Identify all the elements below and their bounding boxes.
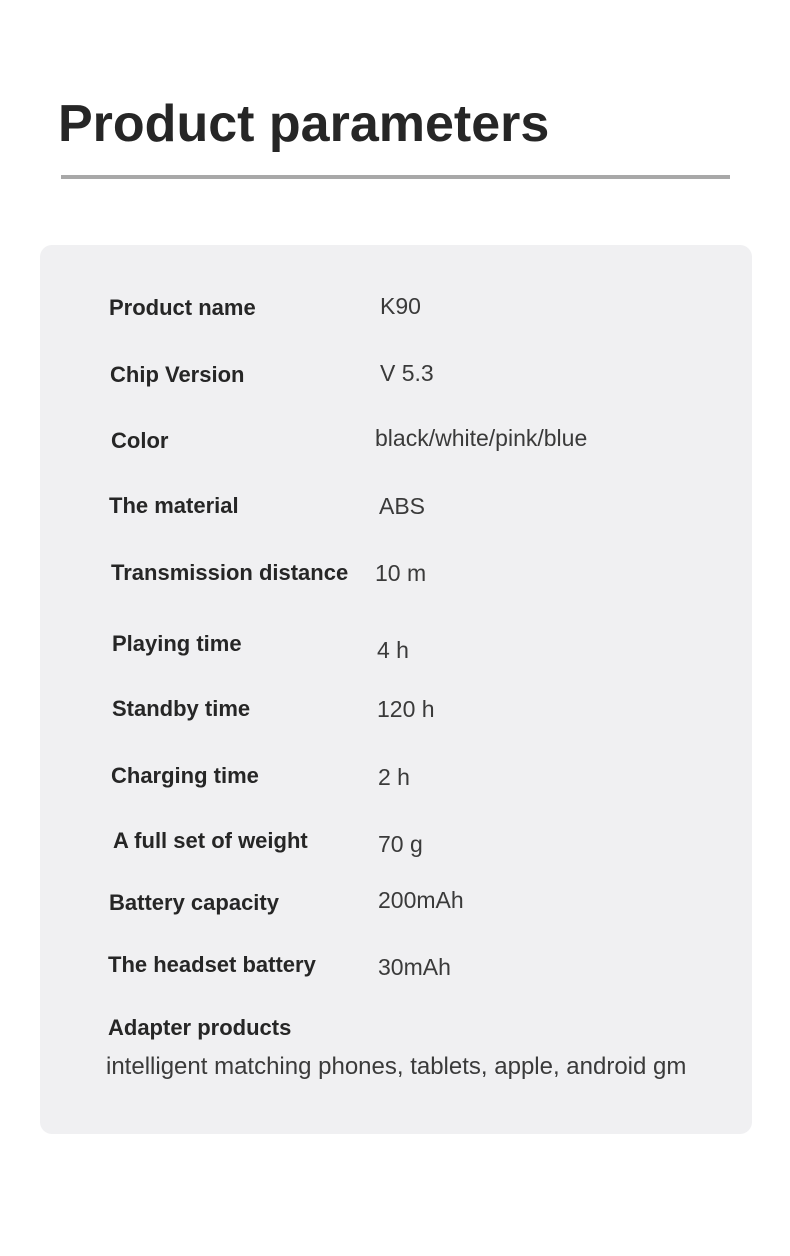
param-label-playing-time: Playing time: [112, 631, 242, 656]
param-value-material: ABS: [379, 493, 426, 519]
param-label-transmission-distance: Transmission distance: [111, 560, 349, 585]
param-label-charging-time: Charging time: [111, 763, 259, 788]
param-label-material: The material: [109, 493, 239, 518]
param-value-adapter-products: intelligent matching phones, tablets, apple, android gm: [106, 1053, 687, 1080]
param-label-product-name: Product name: [109, 295, 256, 320]
param-label-standby-time: Standby time: [112, 696, 251, 721]
param-value-color: black/white/pink/blue: [375, 425, 588, 451]
param-label-full-set-weight: A full set of weight: [113, 828, 308, 853]
param-value-full-set-weight: 70 g: [378, 831, 423, 857]
param-value-transmission-distance: 10 m: [375, 560, 427, 586]
param-value-battery-capacity: 200mAh: [378, 887, 464, 913]
param-label-battery-capacity: Battery capacity: [109, 890, 279, 915]
param-value-headset-battery: 30mAh: [378, 954, 451, 980]
param-label-chip-version: Chip Version: [110, 362, 245, 387]
title-divider: [61, 175, 730, 179]
param-label-adapter-products: Adapter products: [108, 1015, 292, 1040]
param-value-charging-time: 2 h: [378, 764, 410, 790]
page-title: Product parameters: [58, 95, 550, 153]
param-label-headset-battery: The headset battery: [108, 952, 316, 977]
param-value-playing-time: 4 h: [377, 637, 409, 663]
param-value-standby-time: 120 h: [377, 696, 435, 722]
param-value-chip-version: V 5.3: [380, 360, 434, 386]
param-label-color: Color: [111, 428, 169, 453]
param-value-product-name: K90: [380, 293, 421, 319]
